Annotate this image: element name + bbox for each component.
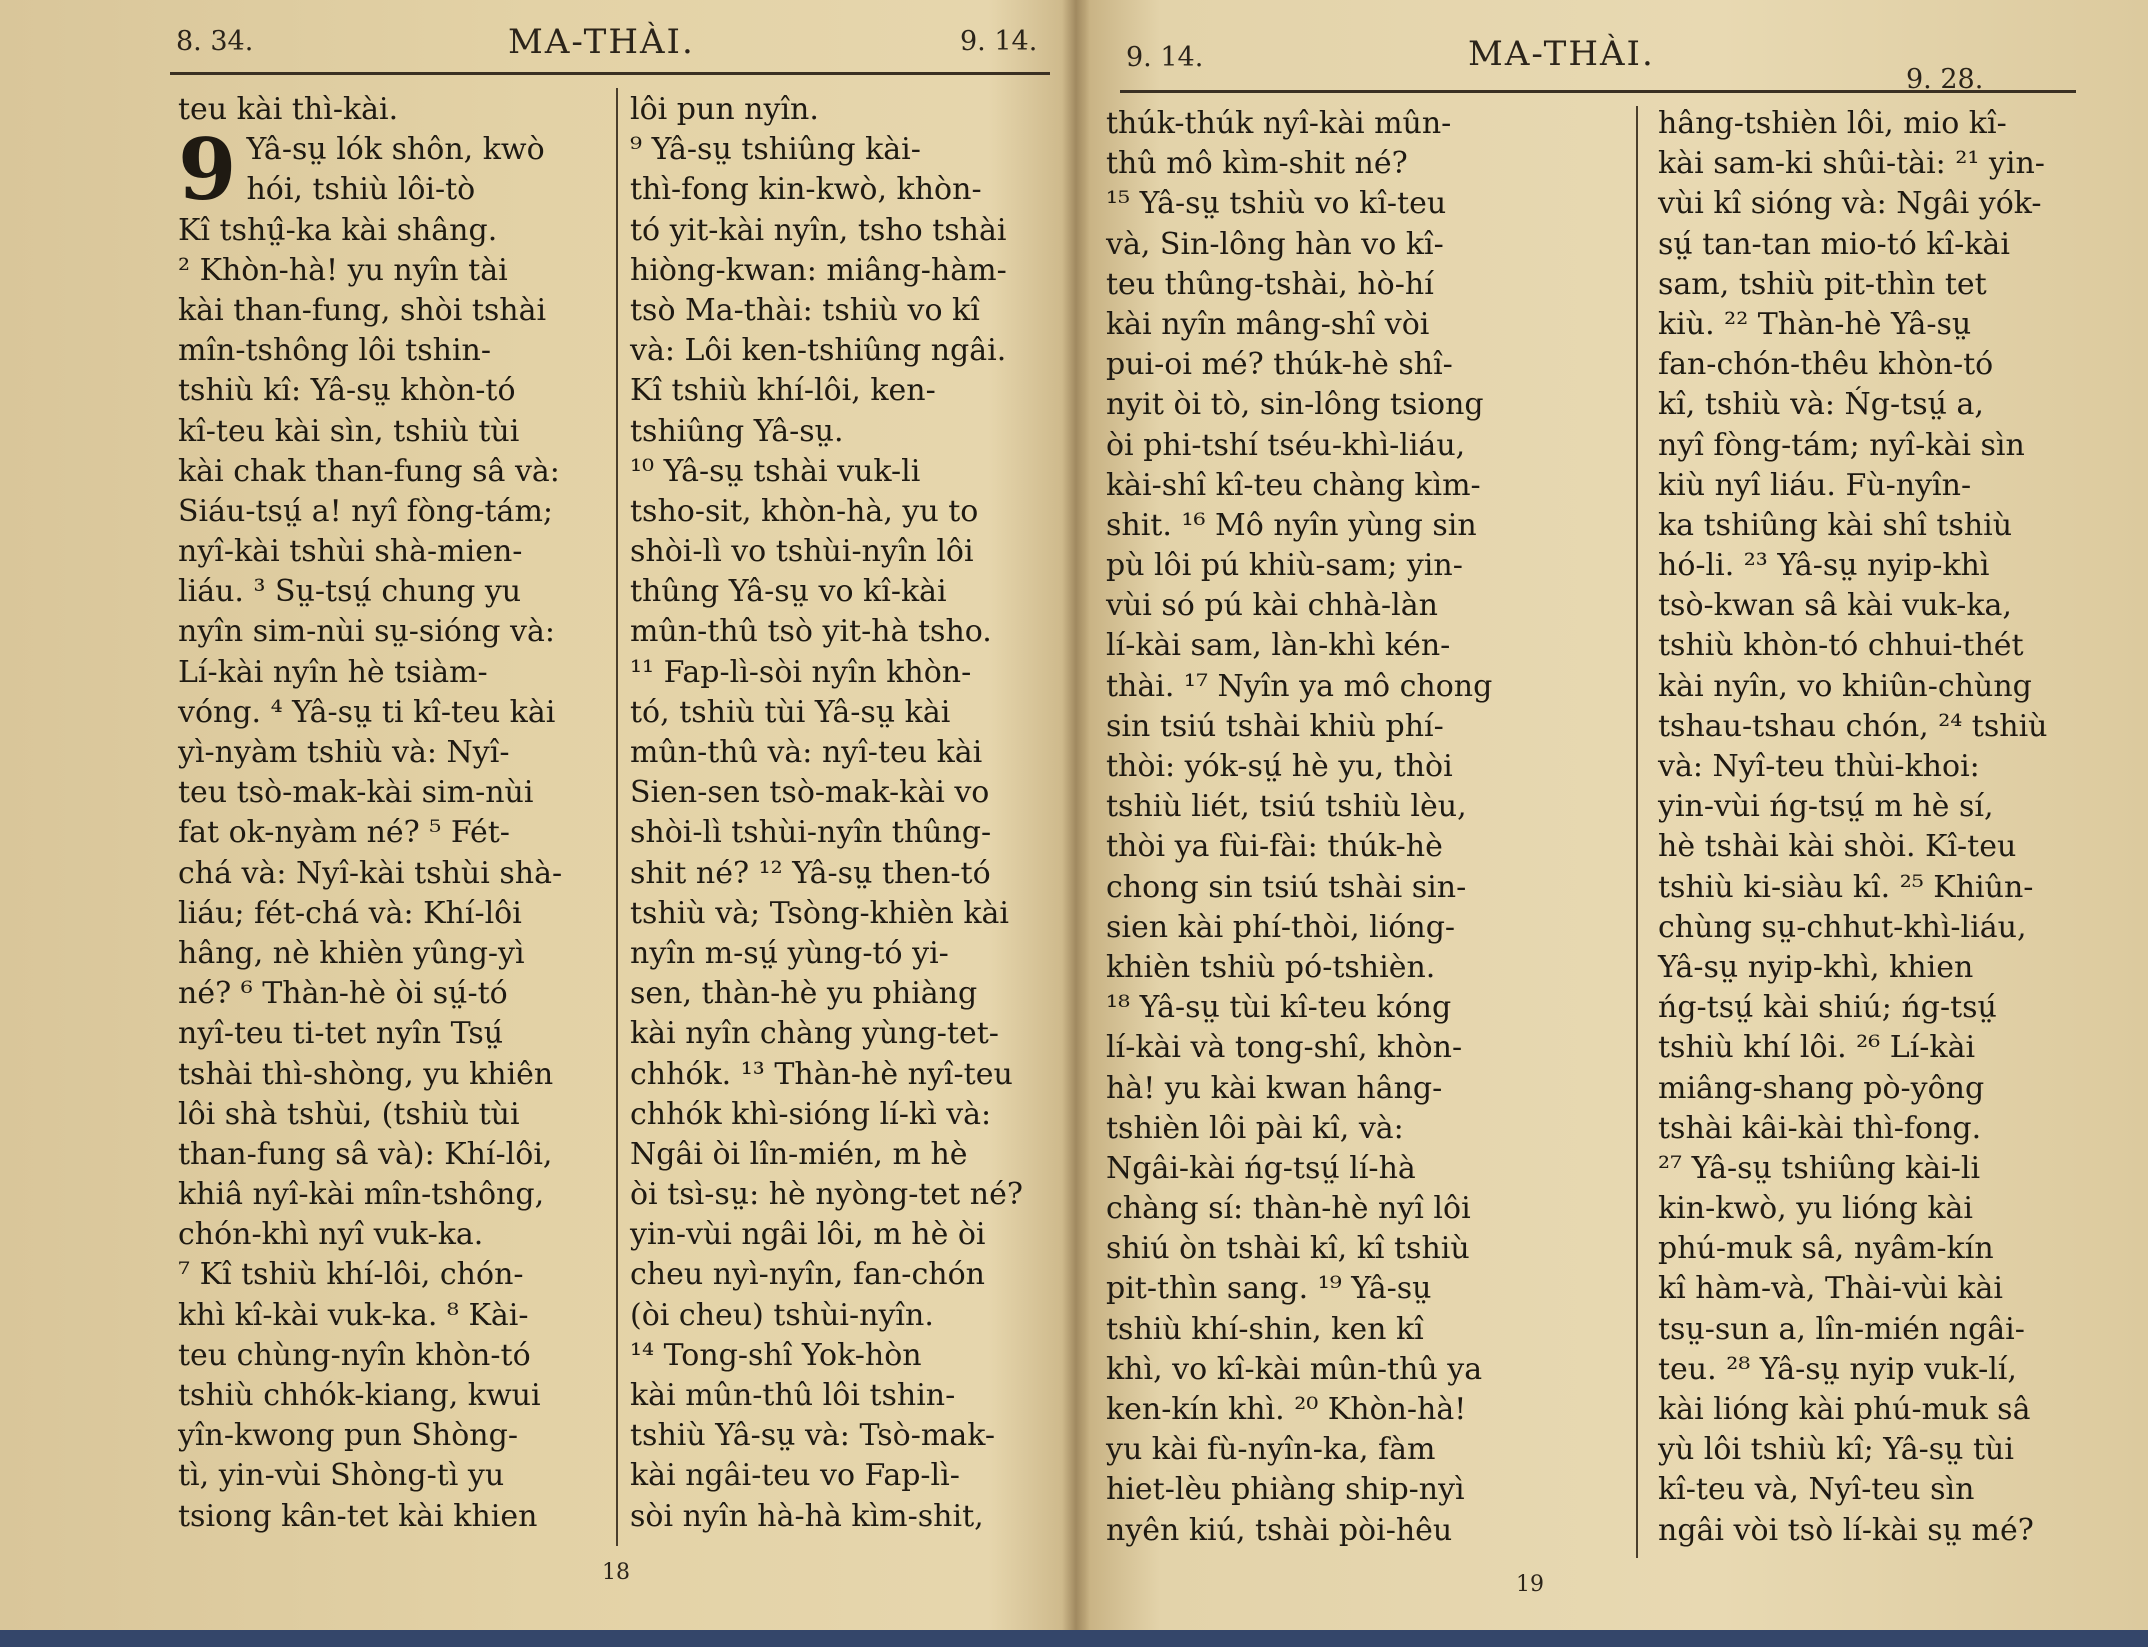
text-line: shiú òn tshài kî, kî tshiù: [1106, 1231, 1470, 1267]
left-header-verse-start: 8. 34.: [176, 26, 254, 57]
text-line: fan-chón-thêu khòn-tó: [1658, 347, 1994, 383]
text-line: kài-shî kî-teu chàng kìm-: [1106, 467, 1481, 503]
text-line: ¹⁰ Yâ-sṳ tshài vuk-li: [630, 453, 921, 489]
text-line: ²⁷ Yâ-sṳ tshiûng kài-li: [1658, 1150, 1981, 1186]
text-line: tshau-tshau chón, ²⁴ tshiù: [1658, 708, 2048, 744]
text-line: kài mûn-thû lôi tshin-: [630, 1378, 956, 1413]
text-line: hè tshài kài shòi. Kî-teu: [1658, 829, 2017, 865]
text-line: kî, tshiù và: Ńg-tsṳ́ a,: [1658, 387, 1984, 423]
text-line: sen, thàn-hè yu phiàng: [630, 976, 978, 1012]
text-line: Kî tshiù khí-lôi, ken-: [630, 373, 936, 409]
text-line: và, Sin-lông hàn vo kî-: [1106, 226, 1444, 262]
text-line: Lí-kài nyîn hè tsiàm-: [178, 654, 488, 690]
text-line: ńg-tsṳ́ kài shiú; ńg-tsṳ́: [1658, 990, 1997, 1026]
text-line: yù lôi tshiù kî; Yâ-sṳ tùi: [1658, 1432, 2014, 1468]
text-line: teu kài thì-kài.: [178, 92, 399, 127]
text-line: phú-muk sâ, nyâm-kín: [1658, 1231, 1994, 1267]
text-line: tshiù khí-shin, ken kî: [1106, 1311, 1424, 1347]
text-line: pui-oi mé? thúk-hè shî-: [1106, 347, 1453, 383]
text-line: chùng sṳ-chhut-khì-liáu,: [1658, 909, 2027, 945]
text-line: pù lôi pú khiù-sam; yin-: [1106, 548, 1463, 584]
text-line: sòi nyîn hà-hà kìm-shit,: [630, 1498, 984, 1534]
text-line: lí-kài sam, làn-khì kén-: [1106, 628, 1451, 664]
text-line: Yâ-sṳ nyip-khì, khien: [1658, 949, 1974, 985]
text-line: ¹⁵ Yâ-sṳ tshiù vo kî-teu: [1106, 186, 1447, 222]
right-header-verse-end: 9. 28.: [1906, 64, 1984, 95]
chapter-opening: [178, 120, 598, 220]
text-line: kài nyîn chàng yùng-tet-: [630, 1016, 999, 1052]
text-line: hâng-tshièn lôi, mio kî-: [1658, 106, 2007, 141]
text-line: hó-li. ²³ Yâ-sṳ nyip-khì: [1658, 548, 1990, 584]
text-line: vóng. ⁴ Yâ-sṳ ti kî-teu kài: [178, 694, 556, 730]
text-line: chón-khì nyî vuk-ka.: [178, 1217, 484, 1253]
text-line: hói, tshiù lôi-tò: [246, 172, 476, 208]
text-line: kài chak than-fung sâ và:: [178, 453, 560, 489]
text-line: Kî tshṳ̂-ka kài shâng.: [178, 212, 498, 248]
text-line: nyî-kài tshùi shà-mien-: [178, 534, 523, 570]
text-line: kiù nyî liáu. Fù-nyîn-: [1658, 467, 1972, 503]
text-line: Sien-sen tsò-mak-kài vo: [630, 775, 990, 811]
text-line: mûn-thû tsò yit-hà tsho.: [630, 614, 992, 650]
text-line: kài lióng kài phú-muk sâ: [1658, 1392, 2031, 1427]
text-line: mîn-tshông lôi tshin-: [178, 333, 492, 369]
text-line: liáu; fét-chá và: Khí-lôi: [178, 895, 522, 931]
text-line: mûn-thû và: nyî-teu kài: [630, 735, 983, 770]
text-line: ⁷ Kî tshiù khí-lôi, chón-: [178, 1257, 524, 1293]
text-line: kài than-fung, shòi tshài: [178, 292, 547, 328]
left-header-rule: [170, 72, 1050, 75]
text-line: tshiù kî: Yâ-sṳ khòn-tó: [178, 373, 516, 409]
text-line: ¹¹ Fap-lì-sòi nyîn khòn-: [630, 654, 972, 690]
text-line: tsiong kân-tet kài khien: [178, 1498, 538, 1534]
text-line: tshiù và; Tsòng-khièn kài: [630, 895, 1010, 931]
text-line: tshiù liét, tsiú tshiù lèu,: [1106, 789, 1467, 825]
right-page-number: 19: [1516, 1572, 1544, 1597]
text-line: (òi cheu) tshùi-nyîn.: [630, 1297, 934, 1333]
text-line: sam, tshiù pit-thìn tet: [1658, 266, 1987, 302]
text-line: teu tsò-mak-kài sim-nùi: [178, 775, 534, 811]
text-line: ngâi vòi tsò lí-kài sṳ mé?: [1658, 1512, 2034, 1548]
text-line: yì-nyàm tshiù và: Nyî-: [178, 735, 510, 771]
chapter-number: 9: [178, 120, 237, 220]
text-line: khièn tshiù pó-tshièn.: [1106, 949, 1436, 985]
text-line: tsò Ma-thài: tshiù vo kî: [630, 292, 980, 328]
right-header-verse-start: 9. 14.: [1126, 42, 1204, 73]
text-line: khiâ nyî-kài mîn-tshông,: [178, 1177, 545, 1213]
text-line: kiù. ²² Thàn-hè Yâ-sṳ: [1658, 306, 1972, 342]
left-column-2: [630, 90, 1060, 1537]
text-line: Siáu-tsṳ́ a! nyî fòng-tám;: [178, 493, 553, 529]
text-line: và: Lôi ken-tshiûng ngâi.: [630, 333, 1007, 369]
left-page: [0, 0, 1074, 1630]
text-line: ² Khòn-hà! yu nyîn tài: [178, 252, 508, 288]
text-line: nyî-teu ti-tet nyîn Tsṳ́: [178, 1016, 504, 1052]
text-line: Ngâi-kài ńg-tsṳ́ lí-hà: [1106, 1150, 1416, 1186]
text-line: ken-kín khì. ²⁰ Khòn-hà!: [1106, 1392, 1467, 1427]
text-line: tó, tshiù tùi Yâ-sṳ kài: [630, 694, 951, 730]
text-line: tsṳ-sun a, lîn-mién ngâi-: [1658, 1311, 2025, 1347]
text-line: thòi ya fùi-fài: thúk-hè: [1106, 829, 1443, 865]
text-line: vùi kî sióng và: Ngâi yók-: [1658, 186, 2042, 222]
left-header-verse-end: 9. 14.: [960, 26, 1038, 57]
text-line: nyî fòng-tám; nyî-kài sìn: [1658, 427, 2025, 463]
text-line: hiòng-kwan: miâng-hàm-: [630, 252, 1007, 288]
text-line: teu. ²⁸ Yâ-sṳ nyip vuk-lí,: [1658, 1351, 2017, 1387]
text-line: tì, yin-vùi Shòng-tì yu: [178, 1458, 505, 1494]
text-line: than-fung sâ và): Khí-lôi,: [178, 1136, 553, 1172]
text-line: Yâ-sṳ lók shôn, kwò: [246, 132, 545, 168]
text-line: shòi-lì vo tshùi-nyîn lôi: [630, 534, 974, 570]
text-line: kài sam-ki shûi-tài: ²¹ yin-: [1658, 146, 2045, 182]
text-line: hâng, nè khièn yûng-yì: [178, 935, 525, 971]
text-line: tshiù khòn-tó chhui-thét: [1658, 628, 2024, 664]
left-header-title: MA-THÀI.: [508, 22, 695, 62]
text-line: òi tsì-sṳ: hè nyòng-tet né?: [630, 1177, 1023, 1213]
text-line: lôi shà tshùi, (tshiù tùi: [178, 1096, 520, 1132]
left-column-1: [178, 90, 598, 1537]
text-line: thûng Yâ-sṳ vo kî-kài: [630, 574, 947, 610]
text-line: yin-vùi ńg-tsṳ́ m hè sí,: [1658, 789, 1994, 825]
text-line: yîn-kwong pun Shòng-: [178, 1418, 518, 1454]
text-line: ⁹ Yâ-sṳ tshiûng kài-: [630, 132, 921, 168]
right-column-divider: [1636, 106, 1638, 1558]
right-column-1: [1106, 104, 1606, 1551]
text-line: liáu. ³ Sṳ-tsṳ́ chung yu: [178, 574, 522, 610]
text-line: và: Nyî-teu thùi-khoi:: [1658, 749, 1980, 784]
text-line: tshiù ki-siàu kî. ²⁵ Khiûn-: [1658, 869, 2034, 905]
text-line: kin-kwò, yu lióng kài: [1658, 1191, 1973, 1227]
text-line: kài nyîn mâng-shî vòi: [1106, 306, 1430, 342]
text-line: nyîn m-sṳ́ yùng-tó yi-: [630, 935, 949, 971]
text-line: thúk-thúk nyî-kài mûn-: [1106, 106, 1452, 141]
text-line: cheu nyì-nyîn, fan-chón: [630, 1257, 985, 1293]
text-line: kài ngâi-teu vo Fap-lì-: [630, 1458, 960, 1494]
text-line: tshièn lôi pài kî, và:: [1106, 1110, 1404, 1146]
text-line: ¹⁸ Yâ-sṳ tùi kî-teu kóng: [1106, 990, 1452, 1026]
text-line: tsò-kwan sâ kài vuk-ka,: [1658, 588, 2012, 624]
text-line: khì kî-kài vuk-ka. ⁸ Kài-: [178, 1297, 529, 1333]
text-line: tsho-sit, khòn-hà, yu to: [630, 493, 979, 529]
text-line: kî-teu và, Nyî-teu sìn: [1658, 1472, 1975, 1508]
text-line: chhók khì-sióng lí-kì và:: [630, 1096, 992, 1132]
text-line: tshiù chhók-kiang, kwui: [178, 1378, 541, 1414]
text-line: òi phi-tshí tséu-khì-liáu,: [1106, 427, 1466, 463]
text-line: yin-vùi ngâi lôi, m hè òi: [630, 1217, 986, 1253]
text-line: kî-teu kài sìn, tshiù tùi: [178, 413, 520, 449]
text-line: shit. ¹⁶ Mô nyîn yùng sin: [1106, 507, 1477, 543]
text-line: né? ⁶ Thàn-hè òi sṳ́-tó: [178, 976, 508, 1012]
right-header-title: MA-THÀI.: [1468, 34, 1655, 74]
text-line: thài. ¹⁷ Nyîn ya mô chong: [1106, 668, 1493, 704]
text-line: ¹⁴ Tong-shî Yok-hòn: [630, 1337, 922, 1373]
text-line: chong sin tsiú tshài sin-: [1106, 869, 1467, 905]
text-line: lôi pun nyîn.: [630, 92, 819, 127]
text-line: teu thûng-tshài, hò-hí: [1106, 266, 1434, 302]
text-line: sṳ́ tan-tan mio-tó kî-kài: [1658, 226, 2010, 262]
text-line: sien kài phí-thòi, lióng-: [1106, 909, 1456, 945]
text-line: shòi-lì tshùi-nyîn thûng-: [630, 815, 992, 851]
text-line: teu chùng-nyîn khòn-tó: [178, 1337, 531, 1373]
text-line: tshiù Yâ-sṳ và: Tsò-mak-: [630, 1418, 995, 1454]
text-line: pit-thìn sang. ¹⁹ Yâ-sṳ: [1106, 1271, 1432, 1307]
text-line: nyîn sim-nùi sṳ-sióng và:: [178, 614, 555, 650]
text-line: yu kài fù-nyîn-ka, fàm: [1106, 1432, 1436, 1468]
text-line: tshài kâi-kài thì-fong.: [1658, 1110, 1982, 1146]
text-line: chàng sí: thàn-hè nyî lôi: [1106, 1191, 1471, 1227]
text-line: shit né? ¹² Yâ-sṳ then-tó: [630, 855, 991, 891]
text-line: chhók. ¹³ Thàn-hè nyî-teu: [630, 1056, 1013, 1092]
text-line: tó yit-kài nyîn, tsho tshài: [630, 212, 1007, 248]
left-page-number: 18: [602, 1560, 630, 1585]
text-line: nyên kiú, tshài pòi-hêu: [1106, 1512, 1453, 1548]
text-line: tshiù khí lôi. ²⁶ Lí-kài: [1658, 1030, 1976, 1066]
left-column-divider: [616, 88, 618, 1546]
text-line: chá và: Nyî-kài tshùi shà-: [178, 855, 563, 891]
right-header-rule: [1120, 90, 2076, 93]
text-line: miâng-shang pò-yông: [1658, 1070, 1985, 1106]
text-line: thû mô kìm-shit né?: [1106, 146, 1408, 182]
text-line: vùi só pú kài chhà-làn: [1106, 588, 1438, 624]
text-line: ka tshiûng kài shî tshiù: [1658, 507, 2013, 543]
text-line: kài nyîn, vo khiûn-chùng: [1658, 668, 2032, 704]
text-line: lí-kài và tong-shî, khòn-: [1106, 1030, 1463, 1066]
right-page: [1076, 0, 2148, 1630]
text-line: fat ok-nyàm né? ⁵ Fét-: [178, 815, 510, 851]
text-line: khì, vo kî-kài mûn-thû ya: [1106, 1351, 1483, 1387]
text-line: nyit òi tò, sin-lông tsiong: [1106, 387, 1484, 423]
text-line: tshài thì-shòng, yu khiên: [178, 1056, 554, 1092]
text-line: tshiûng Yâ-sṳ.: [630, 413, 844, 449]
text-line: kî hàm-và, Thài-vùi kài: [1658, 1271, 2004, 1307]
right-column-2: [1658, 104, 2138, 1551]
text-line: hiet-lèu phiàng ship-nyì: [1106, 1472, 1465, 1508]
text-line: hà! yu kài kwan hâng-: [1106, 1070, 1443, 1106]
text-line: thòi: yók-sṳ́ hè yu, thòi: [1106, 749, 1453, 784]
text-line: sin tsiú tshài khiù phí-: [1106, 708, 1444, 744]
text-line: thì-fong kin-kwò, khòn-: [630, 172, 982, 208]
text-line: Ngâi òi lîn-mién, m hè: [630, 1136, 968, 1172]
scan-background-edge: [0, 1630, 2148, 1647]
